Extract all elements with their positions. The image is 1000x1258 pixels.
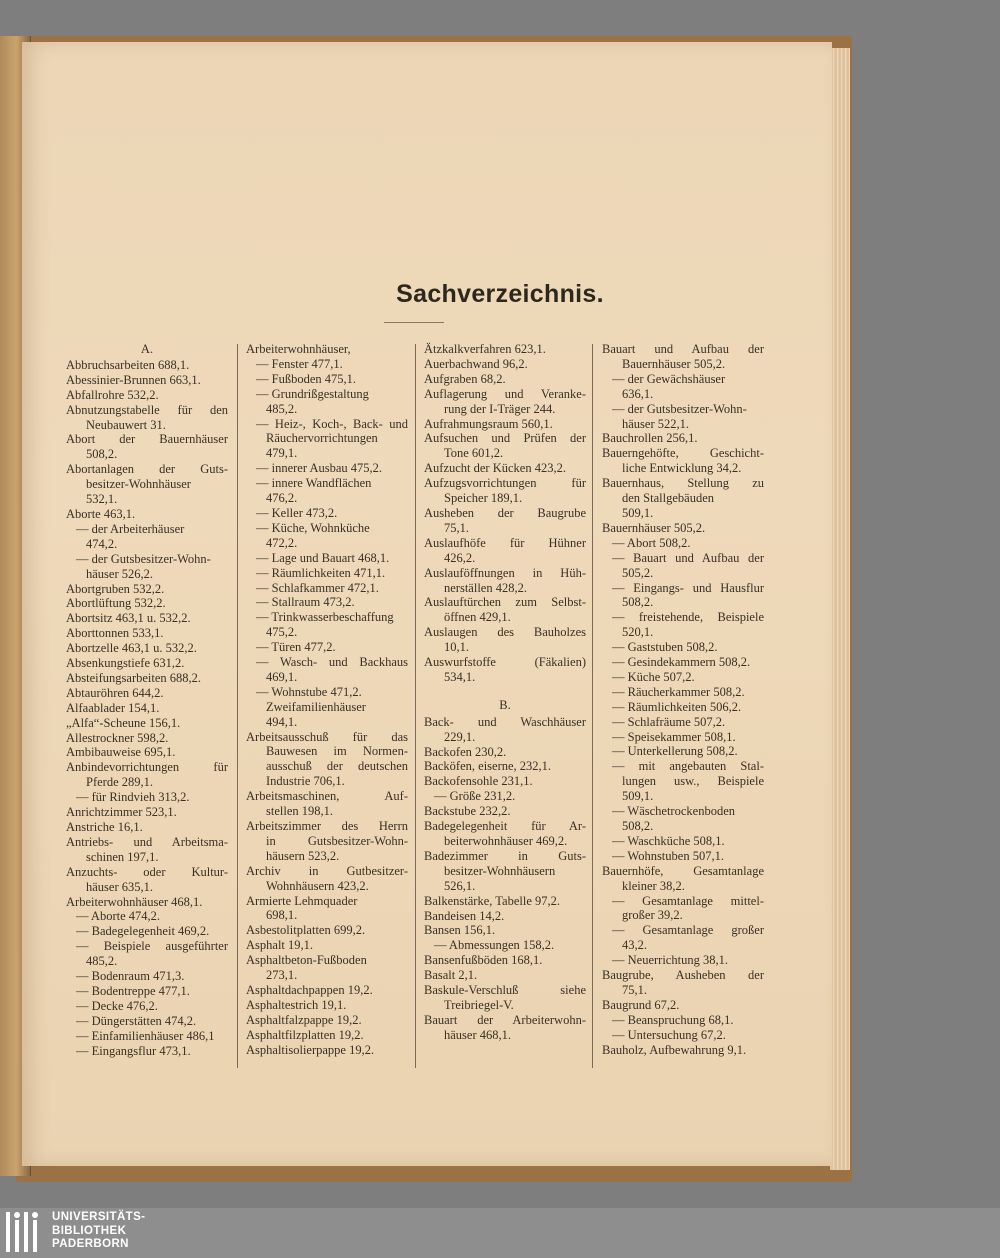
index-entry: den Stallgebäuden: [622, 491, 714, 506]
index-entry: Anstriche 16,1.: [66, 820, 143, 834]
index-entry: Abtauröhren 644,2.: [66, 685, 164, 700]
book-page: [22, 42, 832, 1166]
index-entry: häuser 468,1.: [444, 1027, 511, 1042]
index-entry: — innere Wandflächen: [256, 476, 372, 491]
index-entry: Treibriegel-V.: [444, 997, 514, 1012]
index-entry: 75,1.: [444, 520, 469, 535]
index-entry: Arbeitsausschuß für das: [246, 729, 408, 744]
index-entry: 698,1.: [266, 908, 298, 923]
index-entry: Räuchervorrichtungen: [266, 431, 378, 446]
index-entry: — Räucherkammer 508,2.: [612, 684, 745, 699]
title-rule: [384, 322, 444, 323]
index-entry: 273,1.: [266, 968, 298, 983]
index-entry: 526,1.: [444, 878, 476, 893]
index-entry: Baugrube, Ausheben der: [602, 968, 764, 983]
index-entry: Armierte Lehmquader: [246, 893, 358, 908]
index-entry: Asphaltdachpappen 19,2.: [246, 982, 373, 997]
index-entry: — der Gutsbesitzer-Wohn-: [76, 551, 211, 566]
index-entry: beiterwohnhäuser 469,2.: [444, 834, 568, 848]
index-entry: 534,1.: [444, 669, 476, 684]
index-entry: Asphaltfilzplatten 19,2.: [246, 1027, 364, 1042]
library-logo-icon: [6, 1212, 46, 1252]
index-entry: Baskule-Verschluß siehe: [424, 983, 586, 998]
index-entry: — für Rindvieh 313,2.: [76, 790, 190, 805]
index-entry: — Gesamtanlage großer: [612, 923, 764, 938]
index-entry: Baugrund 67,2.: [602, 997, 680, 1012]
index-entry: Tone 601,2.: [444, 446, 504, 461]
index-entry: Backofensohle 231,1.: [424, 774, 533, 789]
index-entry: — Unterkellerung 508,2.: [612, 744, 738, 759]
index-entry: Abortanlagen der Guts-: [66, 462, 228, 477]
index-entry: Abbruchsarbeiten 688,1.: [66, 357, 190, 372]
index-entry: — Schlafkammer 472,1.: [256, 580, 379, 595]
index-entry: Backstube 232,2.: [424, 804, 511, 819]
index-entry: 476,2.: [266, 491, 298, 506]
index-entry: Back- und Waschhäuser: [424, 714, 586, 729]
section-letter: A.: [140, 342, 154, 356]
column-divider: [415, 344, 416, 1068]
index-entry: — Speisekammer 508,1.: [612, 729, 736, 744]
index-entry: Asphaltfalzpappe 19,2.: [246, 1012, 362, 1027]
index-entry: lungen usw., Beispiele: [622, 774, 764, 789]
index-entry: Anzuchts- oder Kultur-: [66, 864, 228, 879]
index-entry: Industrie 706,1.: [266, 774, 345, 789]
index-entry: häusern 523,2.: [266, 848, 340, 863]
index-entry: Bauart und Aufbau der: [602, 342, 764, 356]
index-entry: Abnutzungstabelle für den: [66, 402, 228, 417]
index-entry: — Bauart und Aufbau der: [612, 550, 764, 565]
index-entry: — freistehende, Beispiele: [612, 610, 764, 625]
index-entry: — Lage und Bauart 468,1.: [256, 550, 390, 565]
section-letter: B.: [499, 697, 511, 712]
index-entry: — Keller 473,2.: [256, 505, 338, 520]
index-entry: kleiner 38,2.: [622, 878, 685, 893]
index-entry: — mit angebauten Stal-: [612, 759, 764, 774]
index-entry: Asphaltisolierpappe 19,2.: [246, 1042, 375, 1057]
index-entry: besitzer-Wohnhäusern: [444, 863, 556, 878]
index-entry: Asphalt 19,1.: [246, 938, 314, 953]
index-entry: — Badegelegenheit 469,2.: [76, 924, 210, 939]
index-entry: besitzer-Wohnhäuser: [86, 477, 191, 492]
index-entry: Alfaablader 154,1.: [66, 700, 160, 715]
library-name-line: BIBLIOTHEK: [52, 1224, 127, 1237]
index-entry: Absteifungsarbeiten 688,2.: [66, 670, 202, 685]
library-name: [52, 1211, 145, 1252]
index-entry: — Fußboden 475,1.: [256, 371, 356, 386]
index-entry: Arbeiterwohnhäuser 468,1.: [66, 894, 203, 909]
index-entry: 532,1.: [86, 492, 118, 507]
index-entry: Aufzucht der Kücken 423,2.: [424, 461, 566, 476]
index-entry: — Untersuchung 67,2.: [612, 1027, 726, 1042]
index-entry: Abortzelle 463,1 u. 532,2.: [66, 641, 197, 656]
index-entry: Bandeisen 14,2.: [424, 908, 505, 923]
index-entry: Bansenfußböden 168,1.: [424, 953, 543, 968]
index-entry: Bauchrollen 256,1.: [602, 431, 698, 446]
index-entry: Absenkungstiefe 631,2.: [66, 656, 185, 671]
index-entry: Abort der Bauernhäuser: [66, 432, 228, 447]
index-entry: 229,1.: [444, 729, 476, 744]
index-entry: 485,2.: [86, 954, 118, 969]
index-entry: 505,2.: [622, 565, 654, 580]
index-entry: — der Gewächshäuser: [612, 371, 726, 386]
index-entry: großer 39,2.: [622, 908, 683, 923]
index-entry: — Türen 477,2.: [256, 640, 336, 655]
index-entry: 508,2.: [622, 819, 654, 833]
index-entry: 479,1.: [266, 446, 298, 461]
column-divider: [237, 344, 238, 1068]
library-footer: [0, 1208, 1000, 1258]
index-entry: Backofen 230,2.: [424, 744, 507, 759]
index-entry: — Grundrißgestaltung: [256, 386, 369, 401]
index-entry: 475,2.: [266, 625, 298, 640]
index-entry: Auswurfstoffe (Fäkalien): [424, 655, 586, 670]
index-entry: Bauernhöfe, Gesamtanlage: [602, 863, 764, 878]
index-entry: — Schlafräume 507,2.: [612, 714, 726, 729]
index-entry: Zweifamilienhäuser: [266, 699, 366, 714]
index-entry: — Räumlichkeiten 471,1.: [256, 565, 386, 580]
index-entry: Aborttonnen 533,1.: [66, 626, 164, 641]
index-entry: in Gutsbesitzer-Wohn-: [266, 833, 408, 848]
index-entry: 508,2.: [622, 595, 654, 610]
index-entry: — Abmessungen 158,2.: [434, 938, 555, 953]
index-entry: Auslauftürchen zum Selbst-: [424, 595, 586, 610]
index-entry: Bauernhäuser 505,2.: [602, 520, 706, 535]
index-entry: — Heiz-, Koch-, Back- und: [256, 416, 408, 431]
index-entry: „Alfa“-Scheune 156,1.: [66, 715, 181, 730]
library-name-line: PADERBORN: [52, 1238, 129, 1250]
index-entry: häuser 526,2.: [86, 566, 153, 581]
index-entry: — Neuerrichtung 38,1.: [612, 953, 728, 968]
index-entry: schinen 197,1.: [86, 849, 159, 864]
index-entry: — Fenster 477,1.: [256, 356, 343, 371]
index-entry: 75,1.: [622, 982, 647, 997]
index-entry: — Abort 508,2.: [612, 535, 691, 550]
index-entry: Aufrahmungsraum 560,1.: [424, 416, 553, 431]
index-entry: Aufzugsvorrichtungen für: [424, 476, 586, 491]
index-entry: — Gesindekammern 508,2.: [612, 655, 751, 670]
index-entry: Arbeiterwohnhäuser,: [246, 342, 351, 356]
index-entry: — der Arbeiterhäuser: [76, 521, 185, 536]
index-entry: Abortsitz 463,1 u. 532,2.: [66, 611, 191, 626]
index-entry: Pferde 289,1.: [86, 775, 153, 790]
column-divider: [592, 344, 593, 1068]
index-entry: Backöfen, eiserne, 232,1.: [424, 759, 552, 774]
index-entry: — Küche 507,2.: [612, 669, 695, 684]
index-entry: Abessinier-Brunnen 663,1.: [66, 372, 201, 387]
index-entry: Asphaltbeton-Fußboden: [246, 953, 367, 968]
index-entry: Allestrockner 598,2.: [66, 730, 169, 745]
index-entry: — der Gutsbesitzer-Wohn-: [612, 401, 747, 416]
index-entry: Aufsuchen und Prüfen der: [424, 431, 586, 446]
index-entry: Auflagerung und Veranke-: [424, 386, 586, 401]
index-entry: — Räumlichkeiten 506,2.: [612, 699, 742, 714]
index-entry: öffnen 429,1.: [444, 610, 511, 625]
index-entry: Abortlüftung 532,2.: [66, 596, 166, 611]
index-entry: — Beispiele ausgeführter: [76, 939, 228, 954]
index-entry: Bauernhaus, Stellung zu: [602, 476, 764, 491]
index-entry: 494,1.: [266, 714, 298, 729]
index-entry: Neubauwert 31.: [86, 417, 166, 432]
index-entry: Auslaufhöfe für Hühner: [424, 535, 586, 550]
index-entry: 474,2.: [86, 536, 118, 551]
index-entry: — Decke 476,2.: [76, 998, 158, 1013]
index-entry: Basalt 2,1.: [424, 968, 478, 983]
index-entry: Anrichtzimmer 523,1.: [66, 805, 177, 820]
index-entry: Wohnhäusern 423,2.: [266, 878, 369, 893]
index-entry: — Beanspruchung 68,1.: [612, 1012, 734, 1027]
index-entry: — Wohnstuben 507,1.: [612, 848, 724, 863]
index-column-2: [246, 342, 408, 1058]
index-entry: liche Entwicklung 34,2.: [622, 461, 742, 476]
index-entry: — Düngerstätten 474,2.: [76, 1013, 197, 1028]
index-entry: Aufgraben 68,2.: [424, 371, 506, 386]
index-entry: Badezimmer in Guts-: [424, 848, 586, 863]
index-entry: — Wäschetrockenboden: [612, 804, 735, 819]
index-column-1: [66, 342, 228, 1059]
index-entry: — Gesamtanlage mittel-: [612, 893, 764, 908]
index-entry: Abortgruben 532,2.: [66, 581, 165, 596]
index-entry: Bauerngehöfte, Geschicht-: [602, 446, 764, 461]
index-entry: 636,1.: [622, 386, 654, 401]
index-entry: nerställen 428,2.: [444, 580, 527, 595]
index-entry: Bauernhäuser 505,2.: [622, 356, 726, 371]
index-entry: Arbeitszimmer des Herrn: [246, 819, 408, 833]
index-entry: — Wohnstube 471,2.: [256, 684, 362, 699]
index-entry: Auslaugen des Bauholzes: [424, 625, 586, 640]
index-entry: Anbindevorrichtungen für: [66, 760, 228, 775]
index-entry: — Aborte 474,2.: [76, 909, 161, 924]
index-entry: Balkenstärke, Tabelle 97,2.: [424, 893, 561, 908]
index-column-4: [602, 342, 764, 1058]
index-entry: ausschuß der deutschen: [266, 759, 408, 774]
index-entry: rung der I-Träger 244.: [444, 401, 556, 416]
index-entry: 10,1.: [444, 640, 469, 655]
index-entry: Asphaltestrich 19,1.: [246, 997, 347, 1012]
index-entry: 508,2.: [86, 447, 118, 462]
index-entry: — Gaststuben 508,2.: [612, 640, 718, 655]
index-entry: — Einfamilienhäuser 486,1: [76, 1028, 215, 1043]
index-entry: — Wasch- und Backhaus: [256, 655, 408, 670]
index-entry: Bauwesen im Normen-: [266, 744, 408, 759]
page-edges: [830, 48, 850, 1170]
index-entry: — Trinkwasserbeschaffung: [256, 610, 394, 625]
library-name-line: UNIVERSITÄTS-: [52, 1211, 146, 1223]
index-entry: Badegelegenheit für Ar-: [424, 819, 586, 834]
index-entry: Speicher 189,1.: [444, 491, 523, 506]
index-entry: Bansen 156,1.: [424, 923, 496, 938]
index-entry: Ätzkalkverfahren 623,1.: [424, 342, 546, 356]
index-entry: — Waschküche 508,1.: [612, 833, 725, 848]
index-entry: 472,2.: [266, 535, 298, 550]
index-entry: 509,1.: [622, 789, 654, 804]
index-entry: — Eingangs- und Hausflur: [612, 580, 764, 595]
index-entry: Auerbachwand 96,2.: [424, 356, 528, 371]
index-entry: Abfallrohre 532,2.: [66, 387, 159, 402]
index-entry: 520,1.: [622, 625, 654, 640]
index-entry: Ambibauweise 695,1.: [66, 745, 176, 760]
index-entry: häuser 635,1.: [86, 879, 153, 894]
index-entry: Bauholz, Aufbewahrung 9,1.: [602, 1042, 747, 1057]
index-entry: 485,2.: [266, 401, 298, 416]
index-entry: Archiv in Gutbesitzer-: [246, 863, 408, 878]
index-entry: Ausheben der Baugrube: [424, 505, 586, 520]
index-entry: 509,1.: [622, 505, 654, 520]
index-entry: Aborte 463,1.: [66, 506, 136, 521]
page-title: Sachverzeichnis.: [396, 280, 604, 308]
index-entry: — Eingangsflur 473,1.: [76, 1043, 191, 1058]
index-entry: Antriebs- und Arbeitsma-: [66, 834, 228, 849]
index-entry: — Küche, Wohnküche: [256, 520, 370, 535]
index-entry: — Bodentreppe 477,1.: [76, 983, 190, 998]
index-entry: Arbeitsmaschinen, Auf-: [246, 789, 408, 804]
index-entry: — Bodenraum 471,3.: [76, 969, 185, 984]
index-entry: Asbestolitplatten 699,2.: [246, 923, 366, 938]
index-entry: häuser 522,1.: [622, 416, 689, 431]
index-entry: Bauart der Arbeiterwohn-: [424, 1012, 586, 1027]
index-entry: — innerer Ausbau 475,2.: [256, 461, 383, 476]
index-entry: — Größe 231,2.: [434, 789, 516, 804]
index-entry: 426,2.: [444, 550, 476, 565]
index-column-3: [424, 342, 586, 1043]
index-entry: — Stallraum 473,2.: [256, 595, 355, 610]
index-entry: Auslauföffnungen in Hüh-: [424, 565, 586, 580]
index-entry: stellen 198,1.: [266, 804, 334, 819]
index-entry: 469,1.: [266, 669, 298, 684]
index-entry: 43,2.: [622, 938, 647, 953]
